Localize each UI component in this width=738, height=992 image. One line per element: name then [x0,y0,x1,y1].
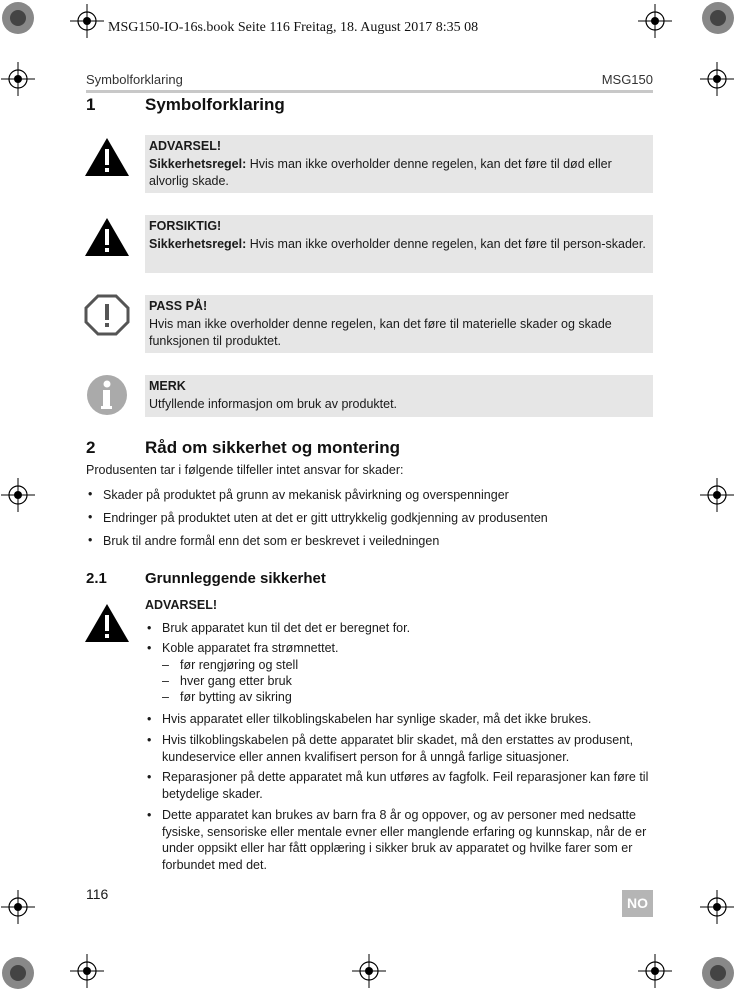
bullet: • [147,621,152,635]
registration-mark-icon [352,954,386,988]
section-number: 2.1 [86,570,107,587]
bullet: • [88,533,93,547]
note-label: PASS PÅ! [149,299,208,313]
registration-mark-icon [638,954,672,988]
list-item-text: Bruk apparatet kun til det det er beregnet for. [162,621,411,635]
note-text [149,156,649,191]
dash: – [162,658,169,672]
header-rule [86,90,653,93]
note-bold-prefix: Sikkerhetsregel: [149,156,247,171]
note-box-info [145,375,653,417]
color-wheel-icon [0,0,36,36]
bullet: • [147,733,152,747]
note-label: MERK [149,379,186,393]
octagon-exclamation-icon [84,294,130,336]
list-item-text: Hvis tilkoblingskabelen på dette apparatet blir skadet, må den erstattes av produsent, kundeservice eller annen kvalifisert person for å unngå farlige situasjoner. [162,733,634,764]
section-title: Råd om sikkerhet og montering [145,438,401,457]
print-slug-line: MSG150-IO-16s.book Seite 116 Freitag, 18. August 2017 8:35 08 [108,20,479,35]
section-number: 1 [86,95,96,114]
bullet: • [88,510,93,524]
list-item-text: Bruk til andre formål enn det som er beskrevet i veiledningen [103,534,440,548]
list-item-text: Reparasjoner på dette apparatet må kun utføres av fagfolk. Feil reparasjoner kan føre til betydelige skader. [162,770,649,801]
note-body: Hvis man ikke overholder denne regelen, kan det føre til død eller alvorlig skade. [149,156,612,188]
sub-list-item: hver gang etter bruk [180,674,292,688]
bullet: • [147,770,152,784]
running-header-right: MSG150 [601,72,653,87]
sub-list-item: før bytting av sikring [180,690,292,704]
subsection-2-1-heading [0,570,738,592]
warning-label: ADVARSEL! [145,598,217,612]
bullet: • [147,712,152,726]
color-wheel-icon [700,955,736,991]
note-body: Hvis man ikke overholder denne regelen, kan det føre til materielle skader og skade funksjonen til produktet. [149,316,612,348]
list-item [86,487,654,505]
list-item [86,533,654,551]
registration-mark-icon [1,478,35,512]
language-badge: NO [622,890,653,917]
list-item-text: Hvis apparatet eller tilkoblingskabelen har synlige skader, må det ikke brukes. [162,712,592,726]
note-box-warning [145,135,653,193]
section-title: Symbolforklaring [145,95,285,114]
bullet: • [147,808,152,822]
bullet: • [147,641,152,655]
running-header-left: Symbolforklaring [86,72,183,87]
list-item-text: Dette apparatet kan brukes av barn fra 8 år og oppover, og av personer med nedsatte fysiske, sensoriske eller mentale evner eller manglende erfaring og kunnskap, når de er under oppsikt eller har fått opplæring i sikker bruk av apparatet og hvilke farer som er forbundet med det. [162,808,647,872]
bullet: • [88,487,93,501]
warning-triangle-icon [84,602,130,644]
dash: – [162,690,169,704]
section-title: Grunnleggende sikkerhet [145,570,326,587]
note-body: Hvis man ikke overholder denne regelen, kan det føre til person-skader. [246,236,646,251]
sub-list-item: før rengjøring og stell [180,658,299,672]
registration-mark-icon [70,4,104,38]
color-wheel-icon [0,955,36,991]
note-box-notice [145,295,653,353]
list-item-text: Skader på produktet på grunn av mekanisk påvirkning og overspenninger [103,488,509,502]
list-item-text: Koble apparatet fra strømnettet. [162,641,339,655]
registration-mark-icon [1,890,35,924]
warning-triangle-icon [84,216,130,258]
note-box-caution [145,215,653,273]
dash: – [162,674,169,688]
registration-mark-icon [1,62,35,96]
section-intro: Produsenten tar i følgende tilfeller intet ansvar for skader: [86,463,404,477]
page-number: 116 [86,886,109,902]
registration-mark-icon [700,62,734,96]
registration-mark-icon [700,890,734,924]
section-number: 2 [86,438,96,457]
color-wheel-icon [700,0,736,36]
warning-triangle-icon [84,136,130,178]
list-item [86,510,654,528]
section-2-heading [0,438,738,462]
list-item-text: Endringer på produktet uten at det er gitt uttrykkelig godkjenning av produsenten [103,511,548,525]
note-label: ADVARSEL! [149,139,221,153]
note-bold-prefix: Sikkerhetsregel: [149,236,247,251]
note-text [149,236,649,254]
note-body: Utfyllende informasjon om bruk av produktet. [149,396,398,411]
registration-mark-icon [70,954,104,988]
section-1-heading [0,95,738,119]
registration-mark-icon [700,478,734,512]
registration-mark-icon [638,4,672,38]
info-icon [84,374,130,416]
note-label: FORSIKTIG! [149,219,222,233]
